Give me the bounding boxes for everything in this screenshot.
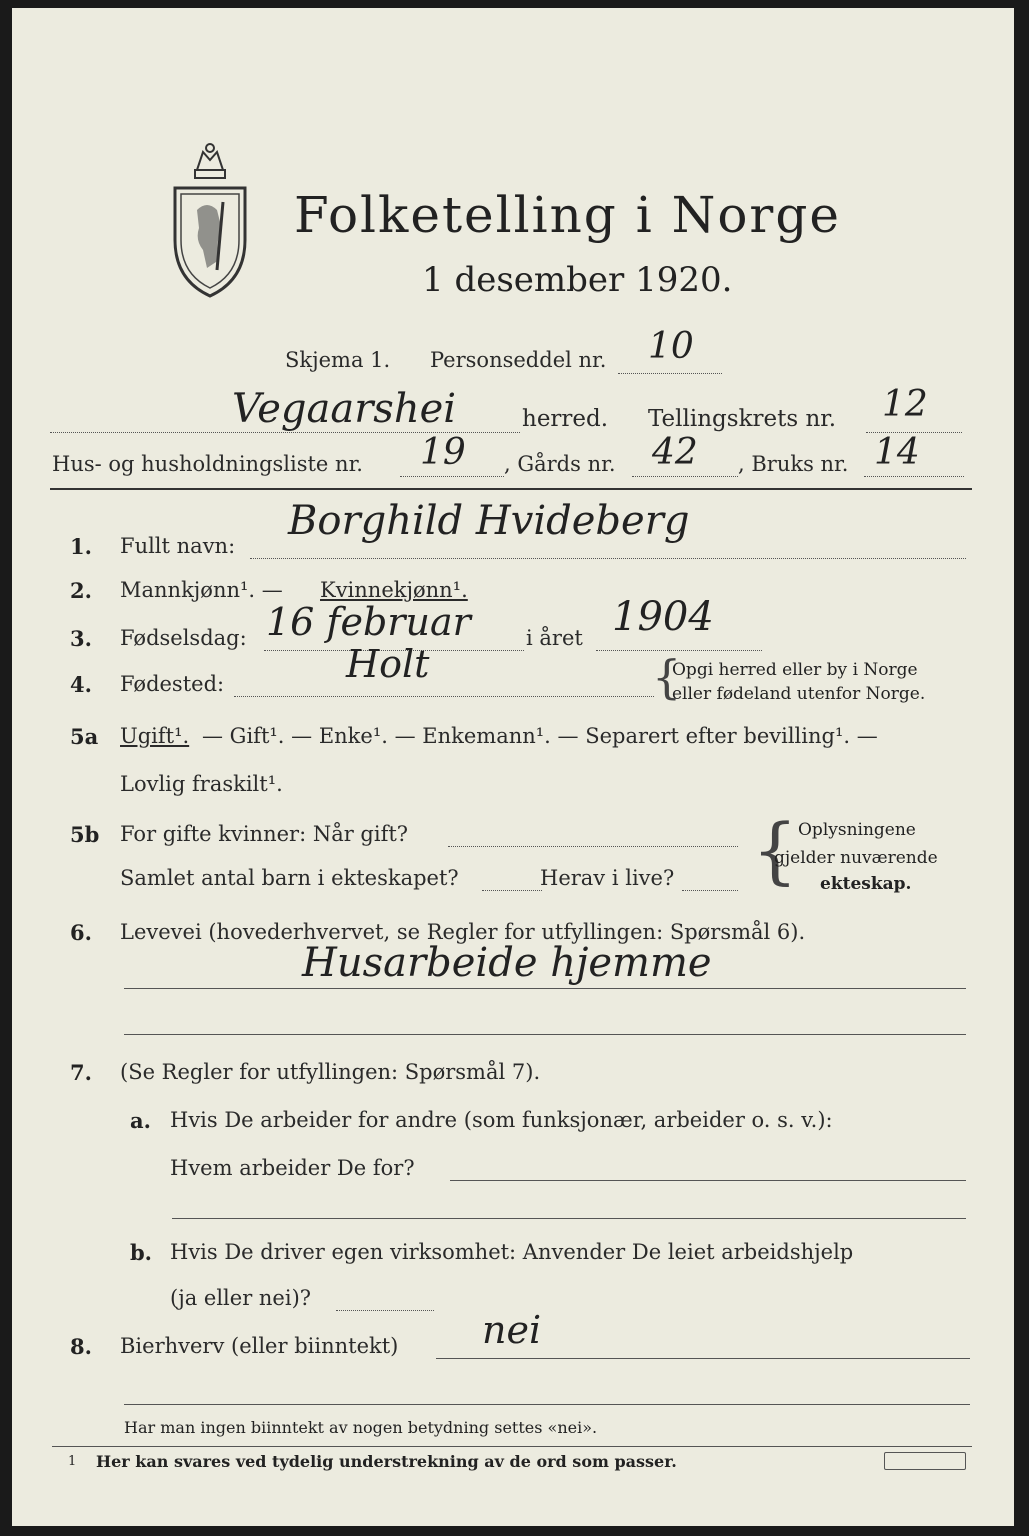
q5b-note2: gjelder nuværende: [774, 848, 938, 868]
q4-number: 4.: [70, 672, 92, 697]
q7a-line2: Hvem arbeider De for?: [170, 1156, 415, 1180]
q3-label: Fødselsdag:: [120, 626, 247, 650]
q2-label-male: Mannkjønn¹. —: [120, 578, 283, 602]
form-date: 1 desember 1920.: [422, 260, 733, 300]
personseddel-line: [618, 373, 722, 374]
q5b-line1-fill: [448, 846, 738, 847]
q1-label: Fullt navn:: [120, 534, 236, 558]
q7b-line1: Hvis De driver egen virksomhet: Anvender De leiet arbeidshjelp: [170, 1240, 854, 1264]
q5b-line2b: Herav i live?: [540, 866, 675, 890]
q2-number: 2.: [70, 578, 92, 603]
q8-number: 8.: [70, 1334, 92, 1359]
gards-label: , Gårds nr.: [504, 452, 616, 476]
q7-label: (Se Regler for utfyllingen: Spørsmål 7).: [120, 1060, 541, 1084]
q7a-fill2: [172, 1218, 966, 1219]
nei-note: Har man ingen biinntekt av nogen betydning settes «nei».: [124, 1418, 598, 1437]
q5b-line2a-fill: [482, 890, 542, 891]
q1-line: [250, 558, 966, 559]
hus-value: 19: [420, 432, 466, 473]
q6-line1: [124, 988, 966, 989]
hus-line: [400, 476, 504, 477]
q5a-line2: Lovlig fraskilt¹.: [120, 772, 283, 796]
personseddel-label: Personseddel nr.: [430, 348, 607, 372]
coat-of-arms-icon: [167, 140, 253, 300]
q2-label-female: Kvinnekjønn¹.: [320, 578, 468, 602]
personseddel-value: 10: [648, 326, 694, 367]
q6-value: Husarbeide hjemme: [302, 940, 712, 986]
q5b-note1: Oplysningene: [798, 820, 916, 840]
q6-number: 6.: [70, 920, 92, 945]
q5b-brace: {: [752, 808, 798, 892]
q8-label: Bierhverv (eller biinntekt): [120, 1334, 399, 1358]
q4-value: Holt: [346, 642, 430, 686]
q6-label: Levevei (hovederhvervet, se Regler for utfyllingen: Spørsmål 6).: [120, 920, 806, 944]
q1-value: Borghild Hvideberg: [288, 498, 690, 544]
q5b-line1: For gifte kvinner: Når gift?: [120, 822, 409, 846]
q4-label: Fødested:: [120, 672, 225, 696]
q3-day-value: 16 februar: [266, 600, 471, 644]
header-rule: [50, 488, 972, 490]
q3-year-label: i året: [526, 626, 583, 650]
tellingskrets-label: Tellingskrets nr.: [648, 406, 837, 432]
q5a-ugift: Ugift¹.: [120, 724, 190, 748]
q6-line2: [124, 1034, 966, 1035]
tellingskrets-value: 12: [882, 384, 928, 425]
herred-value: Vegaarshei: [232, 386, 457, 432]
skjema-label: Skjema 1.: [285, 348, 391, 372]
q5b-line2a: Samlet antal barn i ekteskapet?: [120, 866, 459, 890]
footnote-text: Her kan svares ved tydelig understrekning av de ord som passer.: [96, 1452, 677, 1471]
q1-number: 1.: [70, 534, 92, 559]
bruks-line: [864, 476, 964, 477]
q4-note-line1: Opgi herred eller by i Norge: [672, 660, 918, 680]
census-form-page: [12, 8, 1014, 1526]
q4-note-line2: eller fødeland utenfor Norge.: [672, 684, 926, 704]
printer-stamp: [884, 1452, 966, 1470]
q5a-number: 5a: [70, 724, 99, 749]
q4-brace: {: [652, 650, 682, 704]
gards-line: [632, 476, 738, 477]
q3-number: 3.: [70, 626, 92, 651]
q8-value: nei: [482, 1308, 542, 1352]
q7a-fill1: [450, 1180, 966, 1181]
gards-value: 42: [652, 432, 698, 473]
q5a-options: — Gift¹. — Enke¹. — Enkemann¹. — Separert efter bevilling¹. —: [202, 724, 878, 748]
bruks-label: , Bruks nr.: [738, 452, 849, 476]
bruks-value: 14: [874, 432, 920, 473]
footnote-number: 1: [68, 1454, 77, 1469]
q5b-number: 5b: [70, 822, 100, 847]
q5b-note3: ekteskap.: [820, 874, 912, 894]
q4-line: [234, 696, 654, 697]
footnote-rule: [52, 1446, 972, 1447]
q7b-line2: (ja eller nei)?: [170, 1286, 312, 1310]
q8-line2: [124, 1404, 970, 1405]
q7a-line1: Hvis De arbeider for andre (som funksjonær, arbeider o. s. v.):: [170, 1108, 833, 1132]
herred-label: herred.: [522, 406, 609, 432]
form-title: Folketelling i Norge: [294, 186, 841, 244]
q3-year-value: 1904: [612, 594, 714, 640]
hus-label: Hus- og husholdningsliste nr.: [52, 452, 363, 476]
q7-number: 7.: [70, 1060, 92, 1085]
q5b-line2b-fill: [682, 890, 738, 891]
q7a-number: a.: [130, 1108, 151, 1133]
q7b-fill: [336, 1310, 434, 1311]
q8-line1: [436, 1358, 970, 1359]
q7b-number: b.: [130, 1240, 152, 1265]
